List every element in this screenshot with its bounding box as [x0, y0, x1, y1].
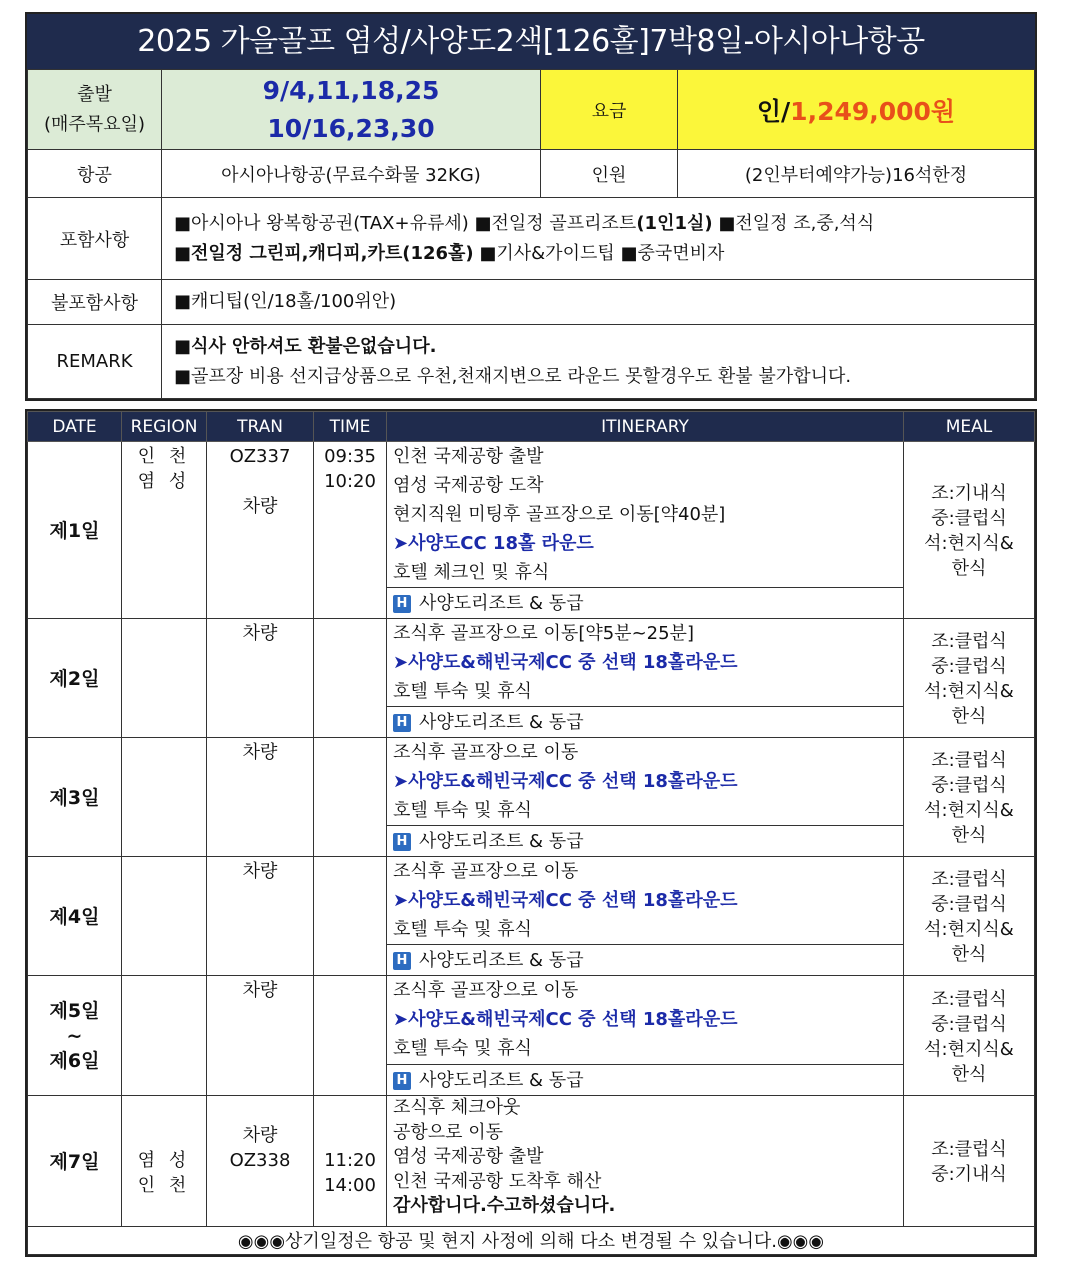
- incl-text: ■전일정 그린피,캐디피,카트(126홀): [174, 242, 474, 264]
- day-row: [28, 976, 1035, 1096]
- itinerary-line: 호텔 투숙 및 휴식: [393, 681, 532, 702]
- inclusions: [162, 198, 1035, 280]
- transport: OZ337 차량: [207, 442, 314, 619]
- itinerary: [387, 738, 904, 857]
- day-label: 제7일: [28, 1096, 122, 1227]
- itinerary-line: ➤사양도&해빈국제CC 중 선택 18홀라운드: [393, 890, 738, 911]
- departure-dates: [162, 70, 541, 150]
- itinerary-line: 염성 국제공항 출발: [393, 1146, 544, 1167]
- hotel-name: 사양도리조트 & 동급: [419, 712, 584, 733]
- airline: 아시아나항공(무료수화물 32KG): [162, 150, 541, 198]
- day-row: [28, 738, 1035, 857]
- hotel-icon: H: [393, 833, 411, 851]
- column-header: DATE: [28, 412, 122, 442]
- region: [122, 619, 207, 738]
- column-header: REGION: [122, 412, 207, 442]
- day-row: [28, 619, 1035, 738]
- time: [314, 857, 387, 976]
- itinerary-line: 공항으로 이동: [393, 1121, 504, 1143]
- transport: 차량: [207, 976, 314, 1096]
- hotel: [387, 1064, 903, 1095]
- fee-label: 요금: [541, 70, 678, 150]
- meal: 조:클럽식 중:클럽식 석:현지식& 한식: [904, 738, 1035, 857]
- day-label: 제3일: [28, 738, 122, 857]
- incl-text: (1인1실): [636, 212, 713, 234]
- hotel: [387, 706, 903, 737]
- column-header: TRAN: [207, 412, 314, 442]
- airline-label: 항공: [28, 150, 162, 198]
- exclusions-label: 불포함사항: [28, 280, 162, 325]
- itinerary-line: ➤사양도&해빈국제CC 중 선택 18홀라운드: [393, 1009, 738, 1030]
- price-value: 1,249,000원: [790, 96, 956, 126]
- pax-label: 인원: [541, 150, 678, 198]
- footer-note: ◉◉◉상기일정은 항공 및 현지 사정에 의해 다소 변경될 수 있습니다.◉◉◉: [28, 1227, 1035, 1255]
- depart-sub: (매주목요일): [44, 113, 145, 135]
- hotel-icon: H: [393, 714, 411, 732]
- itinerary-line: 감사합니다.수고하셨습니다.: [393, 1195, 616, 1216]
- time: 09:35 10:20: [314, 442, 387, 619]
- itinerary-line: 호텔 체크인 및 휴식: [393, 562, 550, 583]
- itinerary-line: 조식후 골프장으로 이동[약5분~25분]: [393, 623, 694, 644]
- itinerary-line: 조식후 체크아웃: [393, 1097, 521, 1118]
- time: [314, 976, 387, 1096]
- remark-2: ■골프장 비용 선지급상품으로 우천,천재지변으로 라운드 못할경우도 환불 불가합니다.: [174, 365, 852, 387]
- day-label: 제1일: [28, 442, 122, 619]
- itinerary-line: 인천 국제공항 출발: [393, 446, 544, 467]
- itinerary-line: 인천 국제공항 도착후 해산: [393, 1170, 602, 1192]
- region: [122, 857, 207, 976]
- incl-text: ■기사&가이드팁 ■중국면비자: [473, 242, 725, 264]
- column-header: ITINERARY: [387, 412, 904, 442]
- itinerary: [387, 857, 904, 976]
- transport: 차량: [207, 857, 314, 976]
- hotel-name: 사양도리조트 & 동급: [419, 593, 584, 614]
- tour-summary: [25, 12, 1037, 401]
- hotel-name: 사양도리조트 & 동급: [419, 950, 584, 971]
- remark-label: REMARK: [28, 325, 162, 399]
- dates-oct: 10/16,23,30: [267, 113, 435, 143]
- itinerary-line: ➤사양도CC 18홀 라운드: [393, 533, 594, 554]
- itinerary-line: ➤사양도&해빈국제CC 중 선택 18홀라운드: [393, 652, 738, 673]
- inclusions-label: 포함사항: [28, 198, 162, 280]
- page-title: 2025 가을골프 염성/사양도2색[126홀]7박8일-아시아나항공: [27, 14, 1035, 69]
- day-row: [28, 1096, 1035, 1227]
- region: [122, 738, 207, 857]
- transport: 차량: [207, 619, 314, 738]
- hotel-icon: H: [393, 595, 411, 613]
- itinerary: [387, 619, 904, 738]
- time: [314, 738, 387, 857]
- meal: 조:클럽식 중:클럽식 석:현지식& 한식: [904, 857, 1035, 976]
- price-prefix: 인/: [756, 96, 791, 126]
- transport: 차량: [207, 738, 314, 857]
- region: 인 천 염 성: [122, 442, 207, 619]
- column-header: MEAL: [904, 412, 1035, 442]
- region: [122, 976, 207, 1096]
- itinerary: [387, 442, 904, 619]
- itinerary-line: 염성 국제공항 도착: [393, 475, 544, 496]
- meal: 조:기내식 중:클럽식 석:현지식& 한식: [904, 442, 1035, 619]
- itinerary-line: 조식후 골프장으로 이동: [393, 742, 579, 763]
- depart-label-text: 출발: [77, 83, 112, 105]
- region: 염 성 인 천: [122, 1096, 207, 1227]
- meal: 조:클럽식 중:클럽식 석:현지식& 한식: [904, 619, 1035, 738]
- day-label: 제2일: [28, 619, 122, 738]
- itinerary-line: 호텔 투숙 및 휴식: [393, 800, 532, 821]
- itinerary-line: ➤사양도&해빈국제CC 중 선택 18홀라운드: [393, 771, 738, 792]
- transport: 차량 OZ338: [207, 1096, 314, 1227]
- time: [314, 619, 387, 738]
- day-row: [28, 442, 1035, 619]
- hotel: [387, 825, 903, 856]
- itinerary-line: 호텔 투숙 및 휴식: [393, 919, 532, 940]
- hotel: [387, 944, 903, 975]
- pax: (2인부터예약가능)16석한정: [678, 150, 1035, 198]
- itinerary: [387, 976, 904, 1096]
- hotel-name: 사양도리조트 & 동급: [419, 1070, 584, 1091]
- incl-text: ■전일정 조,중,석식: [712, 212, 875, 234]
- column-header: TIME: [314, 412, 387, 442]
- remark-1: ■식사 안하셔도 환불은없습니다.: [174, 335, 437, 357]
- hotel: [387, 587, 903, 618]
- hotel-icon: H: [393, 1072, 411, 1090]
- dates-sep: 9/4,11,18,25: [262, 75, 440, 105]
- remarks: [162, 325, 1035, 399]
- day-label: 제4일: [28, 857, 122, 976]
- depart-label: [28, 70, 162, 150]
- day-label: 제5일 ~ 제6일: [28, 976, 122, 1096]
- day-row: [28, 857, 1035, 976]
- meal: 조:클럽식 중:기내식: [904, 1096, 1035, 1227]
- time: 11:20 14:00: [314, 1096, 387, 1227]
- itinerary-line: 현지직원 미팅후 골프장으로 이동[약40분]: [393, 504, 726, 525]
- itinerary-table: [25, 409, 1037, 1257]
- hotel-icon: H: [393, 952, 411, 970]
- itinerary-line: 호텔 투숙 및 휴식: [393, 1038, 532, 1059]
- exclusions: ■캐디팁(인/18홀/100위안): [162, 280, 1035, 325]
- incl-text: ■아시아나 왕복항공권(TAX+유류세) ■전일정 골프리조트: [174, 212, 637, 234]
- itinerary: [387, 1096, 904, 1227]
- hotel-name: 사양도리조트 & 동급: [419, 831, 584, 852]
- itinerary-line: 조식후 골프장으로 이동: [393, 861, 579, 882]
- meal: 조:클럽식 중:클럽식 석:현지식& 한식: [904, 976, 1035, 1096]
- price: [678, 70, 1035, 150]
- itinerary-line: 조식후 골프장으로 이동: [393, 980, 579, 1001]
